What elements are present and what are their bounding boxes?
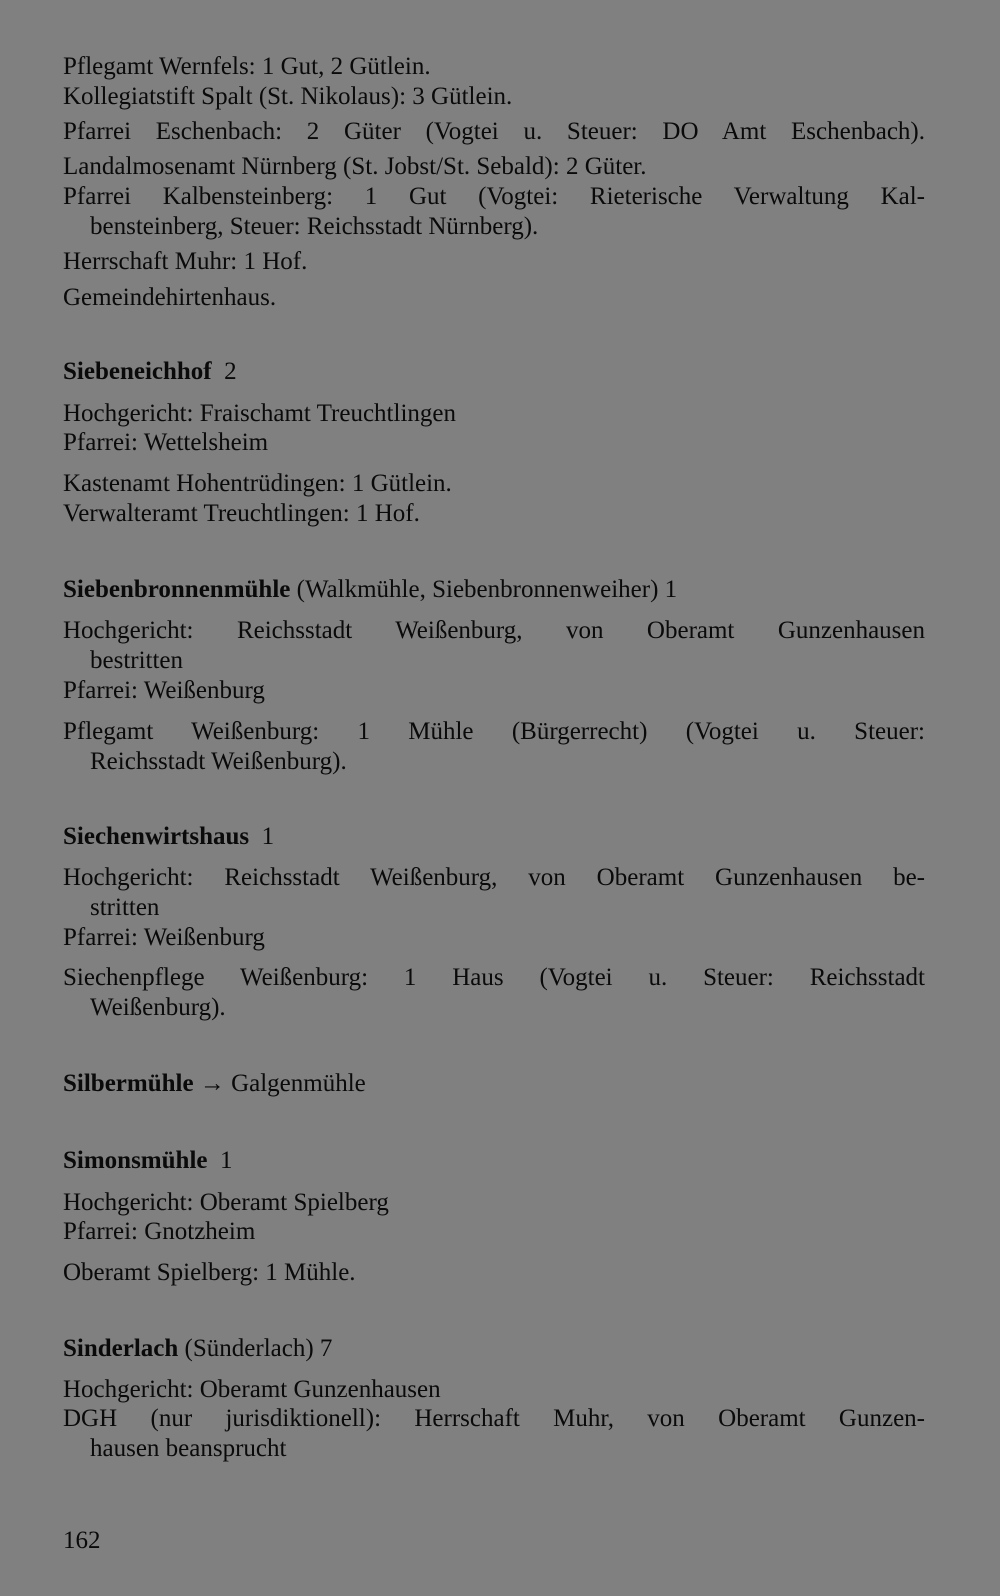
entry-line: Landalmosenamt Nürnberg (St. Jobst/St. Sebald): 2 Güter. (63, 153, 647, 180)
section-heading (63, 1334, 925, 1364)
place-name: Siechenwirtshaus (63, 823, 250, 850)
entry-line: Oberamt Spielberg: 1 Mühle. (63, 1259, 356, 1286)
heading-rest: (Walkmühle, Siebenbronnenweiher) 1 (296, 576, 678, 603)
entry-line: Herrschaft Muhr: 1 Hof. (63, 248, 308, 275)
entry-line: Pfarrei: Weißenburg (63, 677, 265, 704)
heading-rest: (Sünderlach) 7 (184, 1335, 333, 1362)
entry-line: Pfarrei: Gnotzheim (63, 1218, 256, 1245)
entry-line: Verwalteramt Treuchtlingen: 1 Hof. (63, 500, 420, 527)
entry-line: DGH (nur jurisdiktionell): Herrschaft Muhr, von Oberamt Gunzen- (63, 1405, 925, 1432)
entry-line: Pflegamt Weißenburg: 1 Mühle (Bürgerrecht) (Vogtei u. Steuer: (63, 718, 925, 745)
entry-line: Hochgericht: Oberamt Gunzenhausen (63, 1376, 441, 1403)
place-name: Siebeneichhof (63, 358, 212, 385)
entry-line: Pfarrei Eschenbach: 2 Güter (Vogtei u. Steuer: DO Amt Eschenbach). (63, 118, 925, 145)
entry-line: hausen beansprucht (90, 1435, 287, 1462)
entry-line: Pfarrei Kalbensteinberg: 1 Gut (Vogtei: Rieterische Verwaltung Kal- (63, 183, 925, 210)
entry-line: Hochgericht: Oberamt Spielberg (63, 1189, 389, 1216)
entry-line: Hochgericht: Fraischamt Treuchtlingen (63, 400, 456, 427)
place-name: Sinderlach (63, 1335, 179, 1362)
entry-line: Hochgericht: Reichsstadt Weißenburg, von Oberamt Gunzenhausen (63, 617, 925, 644)
entry-line: Pfarrei: Wettelsheim (63, 429, 269, 456)
heading-rest: 1 (261, 823, 275, 850)
cross-reference: → Galgenmühle (199, 1070, 366, 1097)
heading-rest: 1 (219, 1147, 233, 1174)
section-heading (63, 575, 925, 605)
place-name: Silbermühle (63, 1070, 194, 1097)
entry-line: Reichsstadt Weißenburg). (90, 748, 347, 775)
entry-line: Hochgericht: Reichsstadt Weißenburg, von Oberamt Gunzenhausen be- (63, 864, 925, 891)
section-heading (63, 1146, 925, 1176)
entry-line: Pfarrei: Weißenburg (63, 924, 265, 951)
entry-line: bestritten (90, 647, 184, 674)
entry-line: Kollegiatstift Spalt (St. Nikolaus): 3 Gütlein. (63, 83, 513, 110)
page-number: 162 (63, 1527, 101, 1554)
section-heading (63, 822, 925, 852)
entry-line: stritten (90, 894, 160, 921)
entry-line: bensteinberg, Steuer: Reichsstadt Nürnberg). (90, 213, 539, 240)
section-heading (63, 1069, 925, 1099)
entry-line: Siechenpflege Weißenburg: 1 Haus (Vogtei u. Steuer: Reichsstadt (63, 964, 925, 991)
entry-line: Gemeindehirtenhaus. (63, 284, 277, 311)
place-name: Simonsmühle (63, 1147, 208, 1174)
section-heading (63, 357, 925, 387)
heading-rest: 2 (224, 358, 237, 385)
entry-line: Weißenburg). (90, 994, 226, 1021)
entry-line: Kastenamt Hohentrüdingen: 1 Gütlein. (63, 470, 452, 497)
entry-line: Pflegamt Wernfels: 1 Gut, 2 Gütlein. (63, 53, 431, 80)
place-name: Siebenbronnenmühle (63, 576, 291, 603)
